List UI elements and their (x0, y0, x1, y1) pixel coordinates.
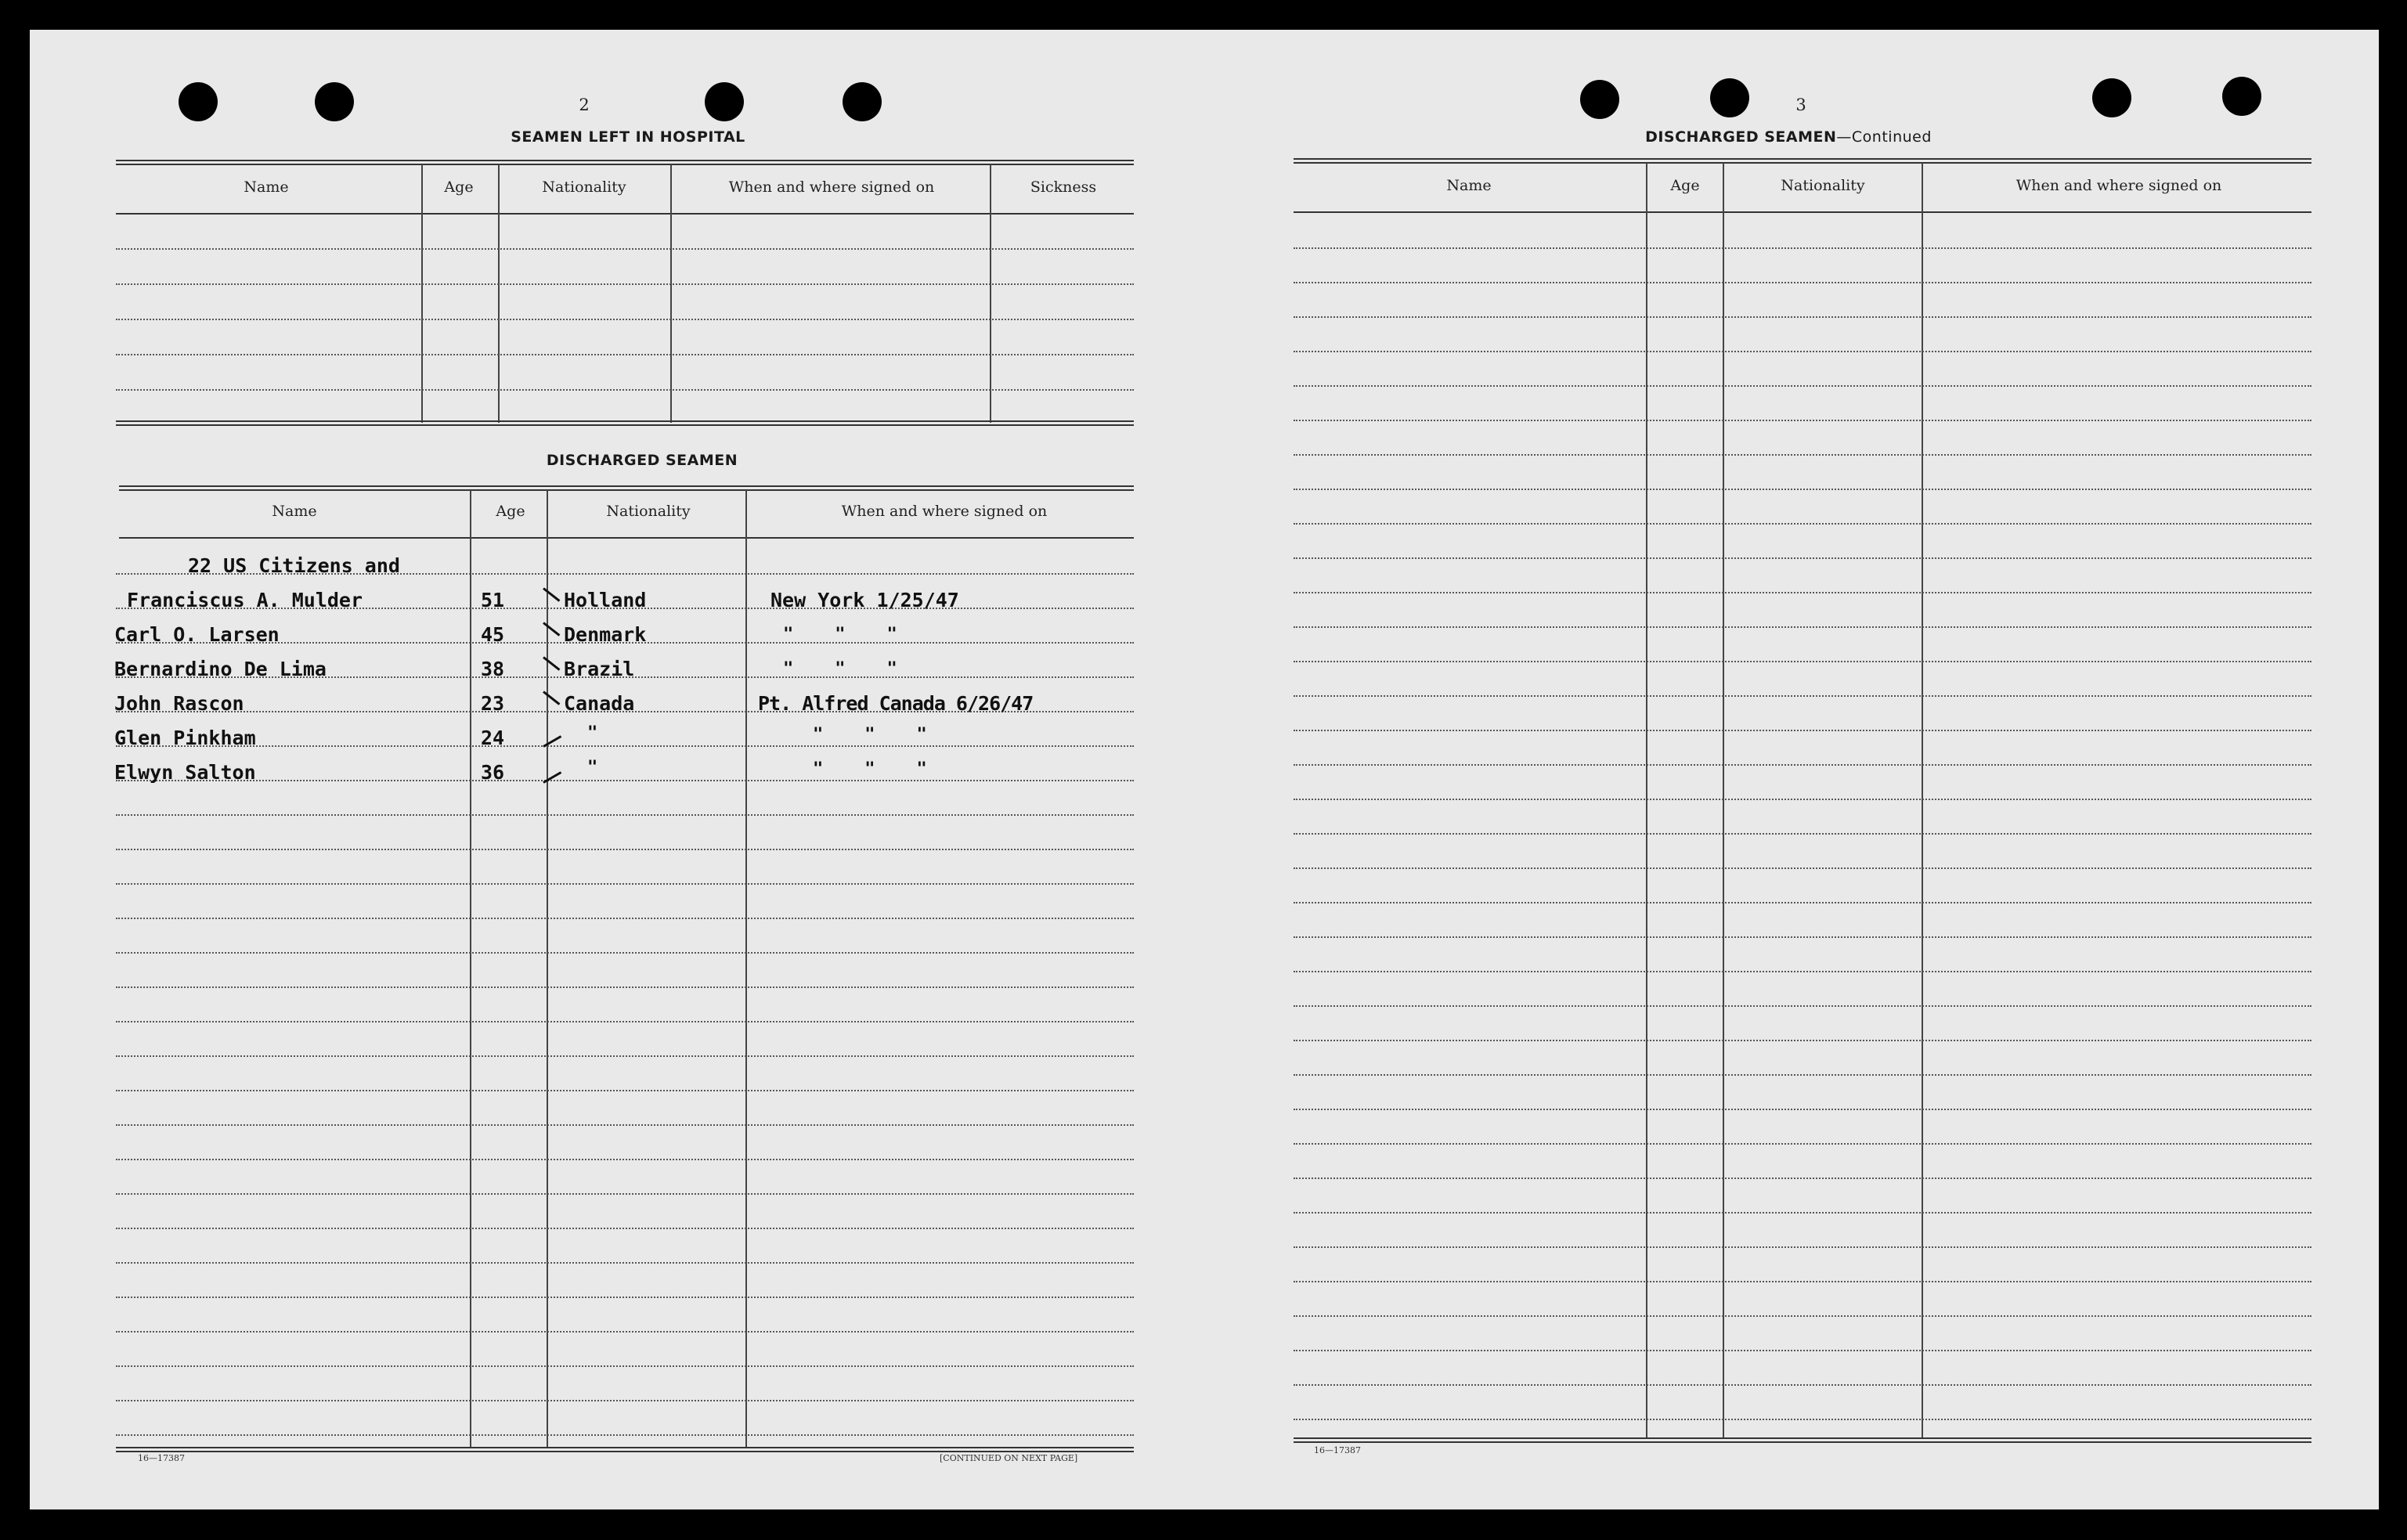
column-header-sickness: Sickness (1030, 179, 1097, 196)
ruled-line (116, 745, 1134, 747)
table-row-age: 51 (481, 589, 505, 611)
table-row-nationality: Denmark (564, 623, 647, 646)
table-row-name: Carl O. Larsen (114, 623, 280, 646)
heading-text: DISCHARGED SEAMEN (1645, 128, 1837, 146)
column-divider (421, 164, 423, 423)
ruled-line (1294, 1005, 2311, 1007)
ruled-line (1294, 799, 2311, 800)
ruled-line (116, 283, 1134, 285)
table-row-age: 23 (481, 692, 505, 715)
page-number: 3 (1795, 96, 1806, 114)
check-mark (543, 771, 561, 784)
ruled-line (116, 780, 1134, 781)
ruled-line (116, 1297, 1134, 1298)
ruled-line (116, 1262, 1134, 1264)
table-row-name: Elwyn Salton (114, 761, 256, 784)
ruled-line (1294, 902, 2311, 903)
column-divider (670, 164, 672, 423)
ruled-line (116, 849, 1134, 850)
ruled-line (1294, 1281, 2311, 1282)
table-bottom-rule (116, 1447, 1134, 1452)
punch-hole (1580, 80, 1619, 119)
ruled-line (116, 986, 1134, 988)
ruled-line (116, 1365, 1134, 1367)
ruled-line (1294, 867, 2311, 869)
column-header-signed-on: When and where signed on (841, 503, 1048, 520)
ruled-line (1294, 626, 2311, 628)
punch-hole (1710, 78, 1749, 117)
ruled-line (1294, 523, 2311, 525)
ruled-line (1294, 247, 2311, 249)
ruled-line (1294, 1212, 2311, 1214)
column-header-signed-on: When and where signed on (2015, 177, 2222, 194)
ruled-line (1294, 489, 2311, 490)
ruled-line (1294, 936, 2311, 938)
header-rule (116, 213, 1134, 215)
ruled-line (1294, 730, 2311, 731)
table-row-age: 36 (481, 761, 505, 784)
ruled-line (1294, 1040, 2311, 1041)
discharged-heading: DISCHARGED SEAMEN (546, 452, 738, 469)
ruled-line (116, 814, 1134, 816)
check-mark (543, 656, 560, 670)
punch-hole (315, 82, 354, 121)
column-header-age: Age (444, 179, 474, 196)
ledger-sheet (30, 30, 2379, 1509)
ruled-line (1294, 1109, 2311, 1110)
table-bottom-rule (116, 420, 1134, 426)
punch-hole (2092, 78, 2131, 117)
ruled-line (1294, 385, 2311, 387)
table-row-signed-on: Pt. Alfred Canada 6/26/47 (758, 692, 1034, 715)
ruled-line (1294, 1143, 2311, 1145)
table-top-rule (116, 160, 1134, 165)
ruled-line (116, 248, 1134, 250)
table-row-age: 38 (481, 658, 505, 680)
table-row-nationality: " (587, 723, 598, 743)
column-header-name: Name (1446, 177, 1492, 194)
page-number: 2 (579, 96, 590, 114)
punch-hole (843, 82, 882, 121)
ruled-line (1294, 1246, 2311, 1248)
column-header-nationality: Nationality (1781, 177, 1865, 194)
ruled-line (1294, 420, 2311, 421)
column-divider (990, 164, 991, 423)
ruled-line (1294, 454, 2311, 456)
table-row-signed-on: " " " (813, 759, 927, 779)
ruled-line (116, 1400, 1134, 1401)
table-row-signed-on: " " " (813, 725, 927, 745)
table-row-name: Glen Pinkham (114, 727, 256, 749)
check-mark (543, 691, 560, 705)
column-header-age: Age (496, 503, 525, 520)
ruled-line (1294, 1315, 2311, 1317)
column-header-age: Age (1670, 177, 1700, 194)
column-divider (470, 490, 471, 1447)
ruled-line (1294, 557, 2311, 559)
ruled-line (1294, 971, 2311, 972)
table-row-nationality: Brazil (564, 658, 635, 680)
table-row-age: 24 (481, 727, 505, 749)
table-top-rule (1294, 158, 2311, 164)
table-row-name: Bernardino De Lima (114, 658, 327, 680)
column-divider (498, 164, 500, 423)
column-header-nationality: Nationality (606, 503, 691, 520)
ruled-line (116, 1331, 1134, 1333)
ruled-line (116, 319, 1134, 320)
ruled-line (116, 1055, 1134, 1057)
table-row-signed-on: " " " (783, 625, 897, 644)
continued-note: [CONTINUED ON NEXT PAGE] (940, 1453, 1078, 1463)
punch-hole (705, 82, 744, 121)
hospital-heading: SEAMEN LEFT IN HOSPITAL (511, 128, 745, 146)
table-row-signed-on: New York 1/25/47 (770, 589, 959, 611)
ruled-line (1294, 1384, 2311, 1386)
ruled-line (116, 1021, 1134, 1022)
table-bottom-rule (1294, 1437, 2311, 1443)
punch-hole (179, 82, 218, 121)
ruled-line (1294, 1419, 2311, 1420)
check-mark (543, 587, 560, 601)
ruled-line (116, 918, 1134, 919)
ruled-line (1294, 1178, 2311, 1179)
table-row-name: John Rascon (114, 692, 244, 715)
table-top-rule (119, 485, 1134, 491)
ruled-line (1294, 282, 2311, 283)
ruled-line (1294, 316, 2311, 318)
ruled-line (116, 1193, 1134, 1195)
punch-hole (2222, 77, 2261, 116)
ruled-line (116, 1434, 1134, 1436)
table-row-signed-on: " " " (783, 659, 897, 679)
header-rule (1294, 211, 2311, 213)
column-divider (547, 490, 548, 1447)
ruled-line (116, 1124, 1134, 1126)
ruled-line (1294, 1350, 2311, 1351)
ruled-line (1294, 1074, 2311, 1076)
ruled-line (1294, 661, 2311, 662)
discharged-continued-heading (1645, 128, 1932, 146)
ruled-line (116, 354, 1134, 355)
column-header-name: Name (244, 179, 289, 196)
ruled-line (116, 952, 1134, 954)
column-header-signed-on: When and where signed on (728, 179, 935, 196)
ruled-line (1294, 833, 2311, 835)
ruled-line (1294, 695, 2311, 697)
column-header-name: Name (272, 503, 317, 520)
column-header-nationality: Nationality (542, 179, 626, 196)
ruled-line (1294, 764, 2311, 766)
ruled-line (116, 389, 1134, 391)
ruled-line (116, 883, 1134, 885)
table-row-name: Franciscus A. Mulder (127, 589, 363, 611)
column-divider (745, 490, 747, 1447)
ruled-line (1294, 351, 2311, 352)
heading-suffix: —Continued (1836, 128, 1932, 146)
header-rule (119, 537, 1134, 539)
form-number: 16—17387 (138, 1453, 185, 1463)
ruled-line (116, 1228, 1134, 1229)
table-row-nationality: " (587, 758, 598, 777)
table-row-age: 45 (481, 623, 505, 646)
check-mark (543, 622, 560, 636)
table-row-nationality: Canada (564, 692, 635, 715)
ruled-line (116, 1090, 1134, 1091)
table-row-nationality: Holland (564, 589, 647, 611)
form-number: 16—17387 (1314, 1445, 1361, 1455)
ruled-line (1294, 592, 2311, 593)
ruled-line (116, 1159, 1134, 1160)
table-row-name: 22 US Citizens and (188, 554, 400, 577)
